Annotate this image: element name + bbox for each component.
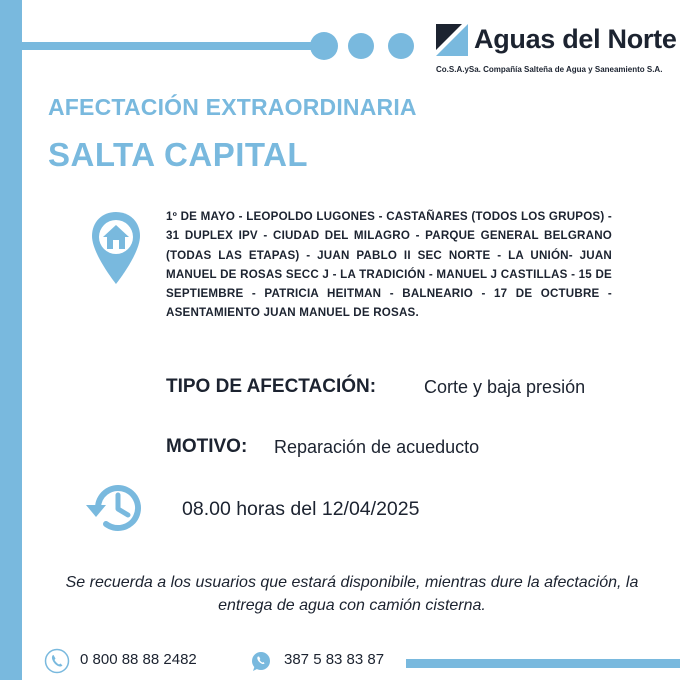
phone-icon	[44, 648, 70, 674]
affectation-type-value: Corte y baja presión	[424, 377, 586, 397]
left-border-bar	[0, 0, 22, 680]
location-pin-house-icon	[90, 210, 142, 286]
logo-mark-icon	[436, 24, 468, 56]
whatsapp-icon	[250, 650, 272, 672]
affected-areas-list: 1º DE MAYO - LEOPOLDO LUGONES - CASTAÑARES (TODOS LOS GRUPOS) - 31 DUPLEX IPV - CIUDAD DEL MILAGRO - PARQUE GENERAL BELGRANO (TODAS LAS ETAPAS) - JUAN PABLO II SEC NORTE - LA UNIÓN- JUAN MANUEL DE ROSAS SECC J - LA TRADICIÓN - MANUEL J CASTILLAS - 15 DE SEPTIEMBRE - PATRICIA HEITMAN - BALNEARIO - 17 DE OCTUBRE - ASENTAMIENTO JUAN MANUEL DE ROSAS.	[166, 210, 612, 320]
toll-free-phone[interactable]: 0 800 88 88 2482	[80, 651, 197, 668]
notice-type-heading: AFECTACIÓN EXTRAORDINARIA	[48, 94, 417, 120]
city-heading: SALTA CAPITAL	[48, 136, 309, 173]
affectation-type-label: TIPO DE AFECTACIÓN:	[166, 376, 377, 397]
decorative-dot	[388, 33, 414, 59]
brand-name: Aguas del Norte	[474, 24, 677, 54]
decorative-dot	[348, 33, 374, 59]
brand-logo	[436, 22, 677, 82]
top-decorative-bar	[22, 42, 322, 50]
reason-value: Reparación de acueducto	[274, 437, 480, 457]
bottom-decorative-bar	[406, 659, 680, 668]
clock-history-icon	[84, 481, 148, 535]
affectation-time: 08.00 horas del 12/04/2025	[182, 498, 420, 520]
water-truck-notice: Se recuerda a los usuarios que estará disponibile, mientras dure la afectación, la entrega de agua con camión cisterna.	[65, 574, 639, 614]
whatsapp-number[interactable]: 387 5 83 83 87	[284, 651, 385, 668]
reason-label: MOTIVO:	[166, 436, 248, 457]
decorative-dot	[310, 32, 338, 60]
brand-subtitle: Co.S.A.ySa. Compañía Salteña de Agua y Saneamiento S.A.	[436, 65, 663, 74]
